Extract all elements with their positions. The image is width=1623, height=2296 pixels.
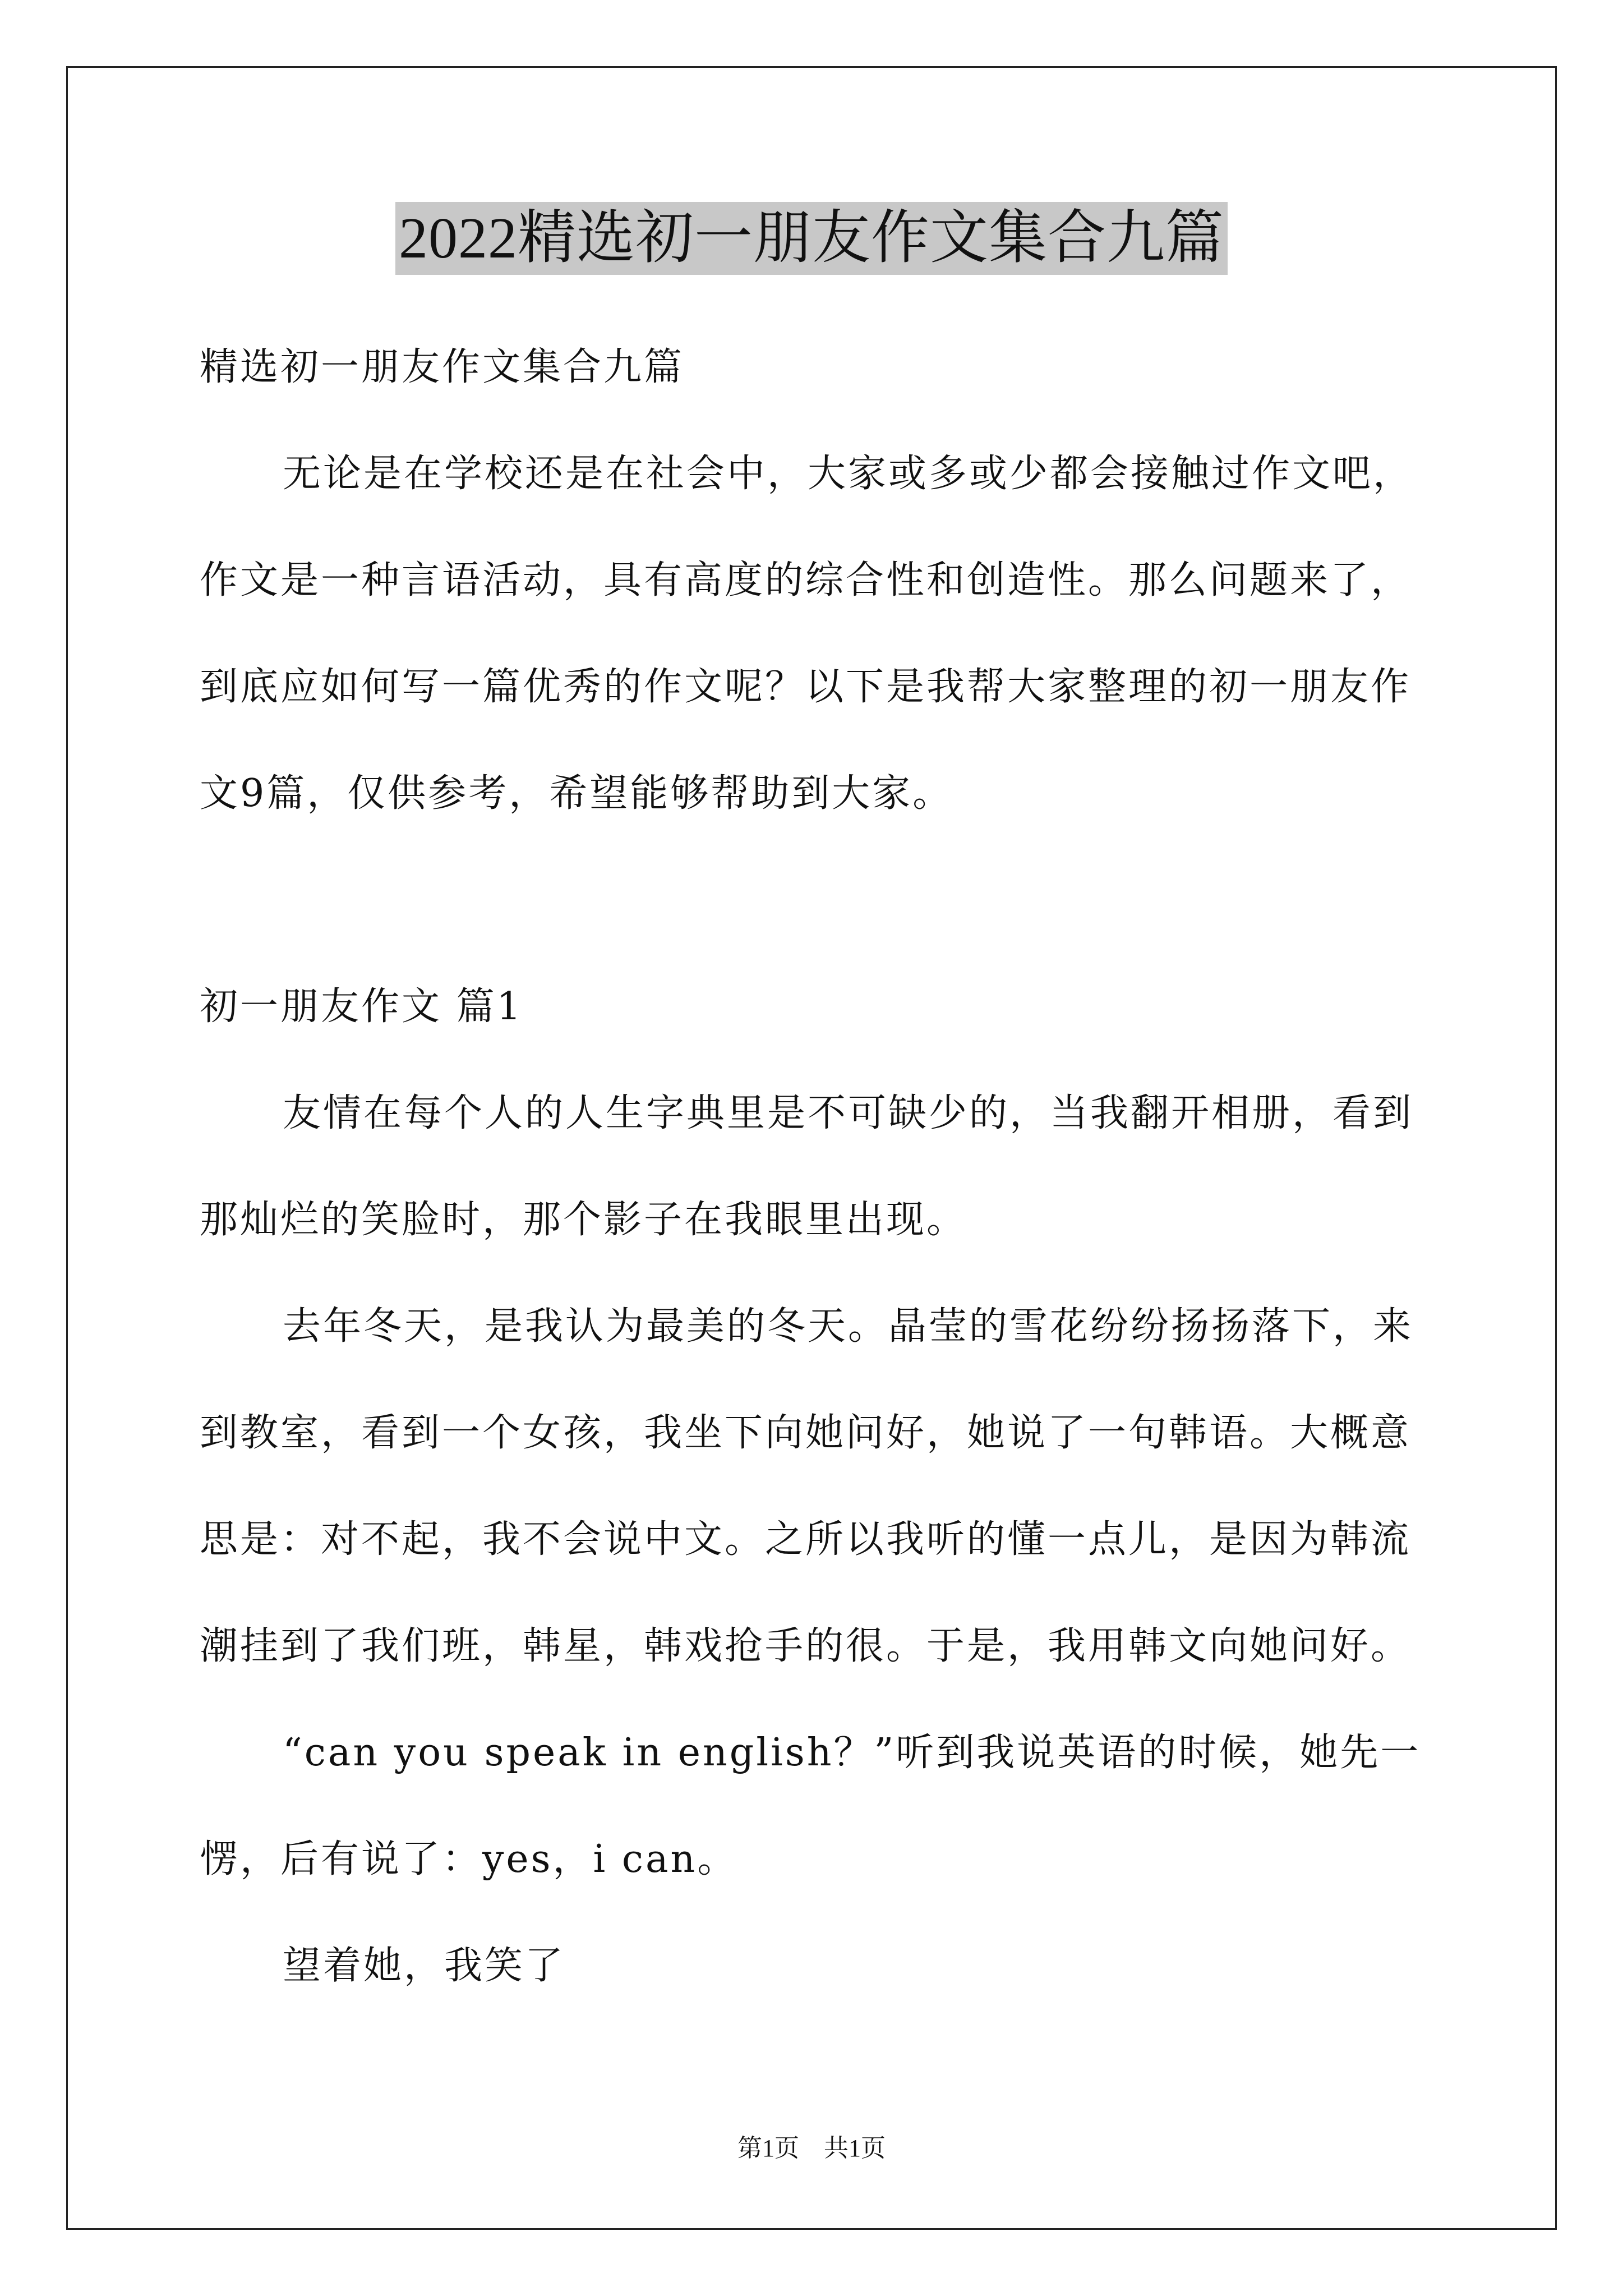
paragraph-line: 思是：对不起，我不会说中文。之所以我听的懂一点儿，是因为韩流 [200,1517,1412,1562]
page-number-current: 第1页 [737,2134,799,2162]
paragraph-line: 望着她，我笑了 [283,1944,566,1988]
paragraph-line: 愣，后有说了：yes，i can。 [200,1837,738,1881]
page-number-total: 共1页 [824,2134,886,2162]
title-container [0,202,1623,275]
section-heading: 初一朋友作文 篇1 [200,984,523,1029]
intro-line: 无论是在学校还是在社会中，大家或多或少都会接触过作文吧， [283,452,1414,496]
intro-line: 文9篇，仅供参考，希望能够帮助到大家。 [200,771,953,816]
paragraph-line: 去年冬天，是我认为最美的冬天。晶莹的雪花纷纷扬扬落下，来 [283,1304,1414,1349]
document-title: 2022精选初一朋友作文集合九篇 [395,202,1228,275]
document-body [200,314,1433,2019]
intro-line: 作文是一种言语活动，具有高度的综合性和创造性。那么问题来了， [200,558,1412,602]
page-footer [0,2132,1623,2165]
paragraph-line: 友情在每个人的人生字典里是不可缺少的，当我翻开相册，看到 [283,1091,1414,1135]
paragraph-line: 那灿烂的笑脸时，那个影子在我眼里出现。 [200,1198,967,1242]
blank-line [200,847,1433,954]
paragraph-line: 到教室，看到一个女孩，我坐下向她问好，她说了一句韩语。大概意 [200,1411,1412,1455]
document-subtitle: 精选初一朋友作文集合九篇 [200,345,685,389]
paragraph-line: “can you speak in english？”听到我说英语的时候，她先一 [283,1731,1421,1775]
paragraph-line: 潮挂到了我们班，韩星，韩戏抢手的很。于是，我用韩文向她问好。 [200,1624,1412,1668]
intro-line: 到底应如何写一篇优秀的作文呢？以下是我帮大家整理的初一朋友作 [200,665,1412,709]
